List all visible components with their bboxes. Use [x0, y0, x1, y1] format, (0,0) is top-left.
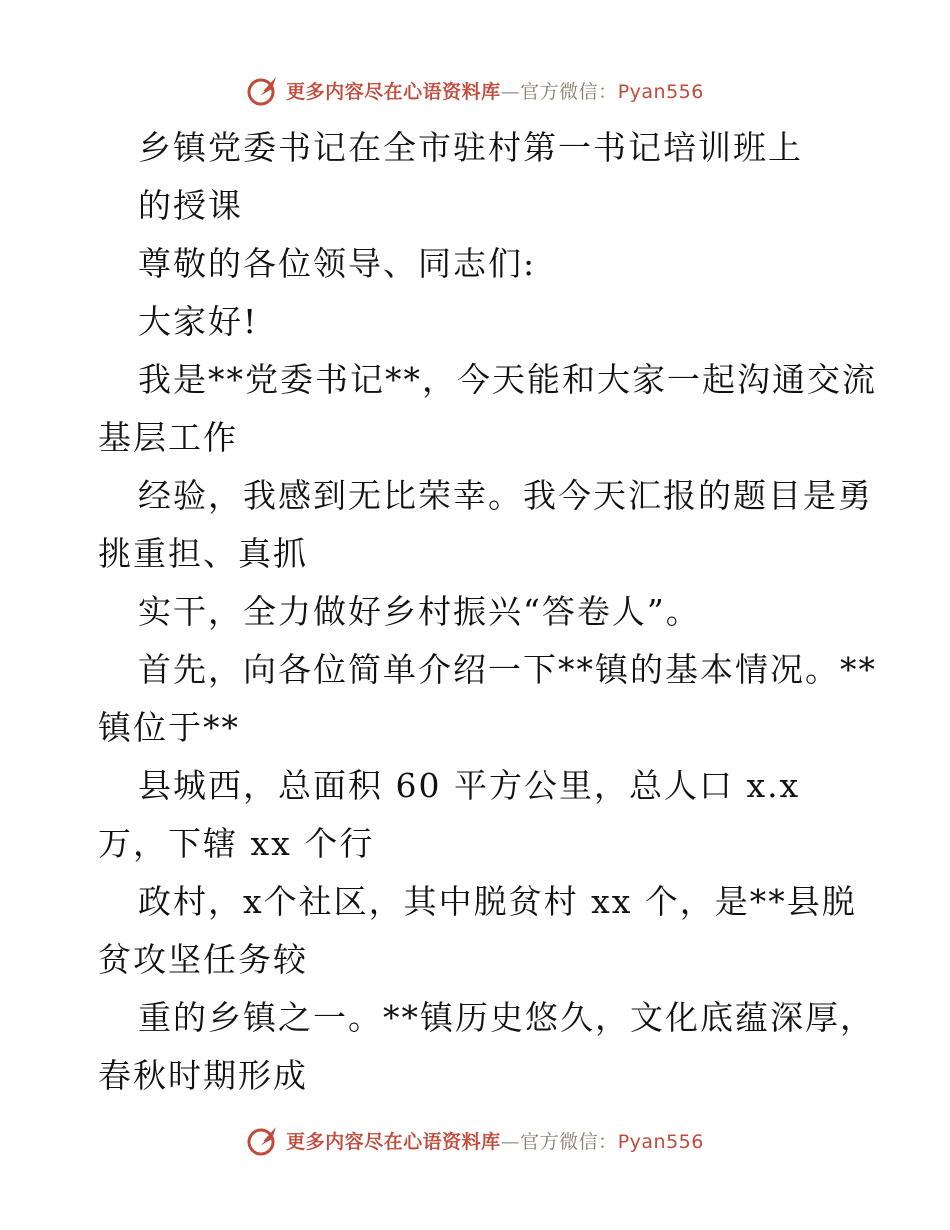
header-wechat-id: Pyan556: [617, 80, 704, 103]
doc-paragraph-line: 基层工作: [98, 418, 238, 457]
doc-paragraph-line: 实干，全力做好乡村振兴“答卷人”。: [138, 592, 701, 631]
quill-logo-icon: [246, 73, 280, 107]
doc-paragraph-line: 首先，向各位简单介绍一下**镇的基本情况。**: [138, 650, 877, 689]
doc-salutation: 尊敬的各位领导、同志们:: [138, 244, 537, 283]
doc-paragraph-line: 经验，我感到无比荣幸。我今天汇报的题目是勇: [138, 476, 873, 515]
doc-paragraph-line: 我是**党委书记**，今天能和大家一起沟通交流: [138, 360, 877, 399]
doc-paragraph-line: 政村，x个社区，其中脱贫村 xx 个，是**县脱: [138, 882, 857, 921]
header-wechat-label: 官方微信：: [520, 80, 618, 103]
doc-paragraph-line: 贫攻坚任务较: [98, 940, 308, 979]
doc-greeting: 大家好!: [138, 302, 259, 341]
header-banner-text: [286, 77, 704, 104]
footer-library-text: 更多内容尽在心语资料库: [286, 1130, 501, 1153]
footer-banner-content: [246, 1123, 704, 1157]
footer-banner-text: [286, 1127, 704, 1154]
footer-dash: —: [500, 1130, 521, 1153]
doc-paragraph-line: 县城西，总面积 60 平方公里，总人口 x.x: [138, 766, 801, 805]
doc-paragraph-line: 镇位于**: [98, 708, 240, 747]
doc-paragraph-line: 挑重担、真抓: [98, 534, 308, 573]
footer-banner: [0, 1120, 950, 1160]
doc-paragraph-line: 万，下辖 xx 个行: [98, 824, 375, 863]
doc-title-line-2: 的授课: [138, 186, 243, 225]
doc-title-line-1: 乡镇党委书记在全市驻村第一书记培训班上: [138, 128, 803, 167]
header-library-text: 更多内容尽在心语资料库: [286, 80, 501, 103]
quill-logo-icon: [246, 1123, 280, 1157]
doc-paragraph-line: 重的乡镇之一。**镇历史悠久，文化底蕴深厚，: [138, 998, 875, 1037]
doc-paragraph-line: 春秋时期形成: [98, 1056, 308, 1095]
header-dash: —: [500, 80, 521, 103]
header-banner: [0, 70, 950, 110]
footer-wechat-label: 官方微信：: [520, 1130, 618, 1153]
footer-wechat-id: Pyan556: [617, 1130, 704, 1153]
header-banner-content: [246, 73, 704, 107]
